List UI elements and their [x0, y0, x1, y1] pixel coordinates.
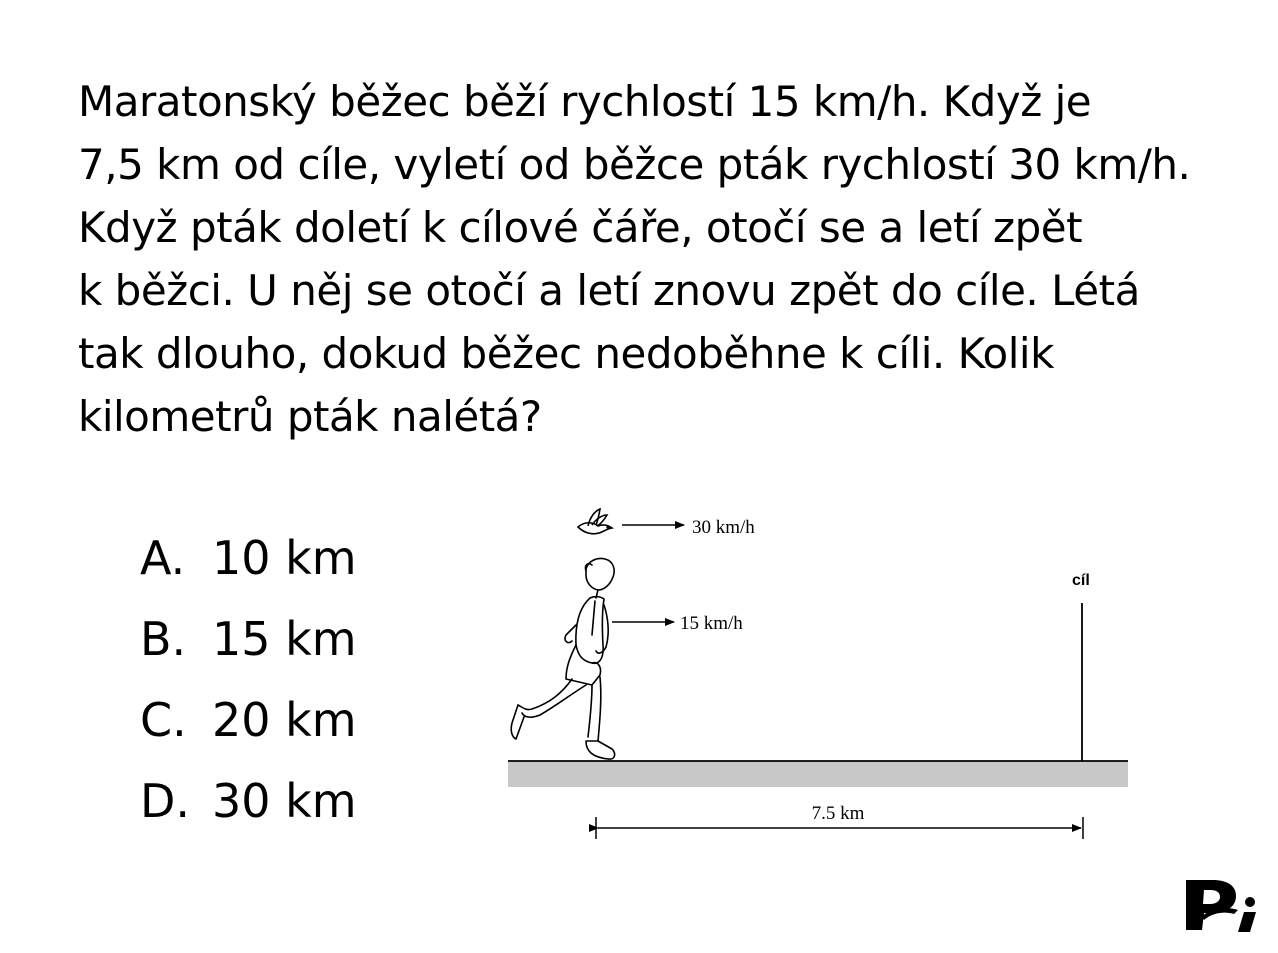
answer-letter: D. [140, 774, 191, 828]
pi-logo [1182, 872, 1264, 936]
bird-icon [578, 509, 612, 534]
answer-option-c[interactable] [140, 690, 357, 771]
question-line: 7,5 km od cíle, vyletí od běžce pták rychlostí 30 km/h. [78, 140, 1191, 189]
question-line: tak dlouho, dokud běžec nedoběhne k cíli. Kolik [78, 329, 1054, 378]
question-line: k běžci. U něj se otočí a letí znovu zpět do cíle. Létá [78, 266, 1140, 315]
answer-text: 30 km [212, 774, 357, 828]
answer-option-a[interactable] [140, 528, 357, 609]
answer-letter: C. [140, 693, 187, 747]
finish-label: cíl [1072, 572, 1090, 589]
distance-label: 7.5 km [811, 803, 865, 824]
answer-list [140, 528, 357, 852]
question-line: Maratonský běžec běží rychlostí 15 km/h. Když je [78, 77, 1092, 126]
answer-option-d[interactable] [140, 771, 357, 852]
question-text [78, 70, 1228, 448]
answer-text: 10 km [212, 531, 357, 585]
answer-option-b[interactable] [140, 609, 357, 690]
ground-track [508, 761, 1128, 787]
runner-icon [511, 558, 614, 759]
answer-letter: A. [140, 531, 186, 585]
bird-speed-label: 30 km/h [692, 517, 755, 538]
race-diagram [500, 495, 1140, 850]
question-line: kilometrů pták nalétá? [78, 392, 542, 441]
runner-speed-label: 15 km/h [680, 613, 743, 634]
answer-letter: B. [140, 612, 187, 666]
question-line: Když pták doletí k cílové čáře, otočí se a letí zpět [78, 203, 1083, 252]
answer-text: 20 km [212, 693, 357, 747]
answer-text: 15 km [212, 612, 357, 666]
